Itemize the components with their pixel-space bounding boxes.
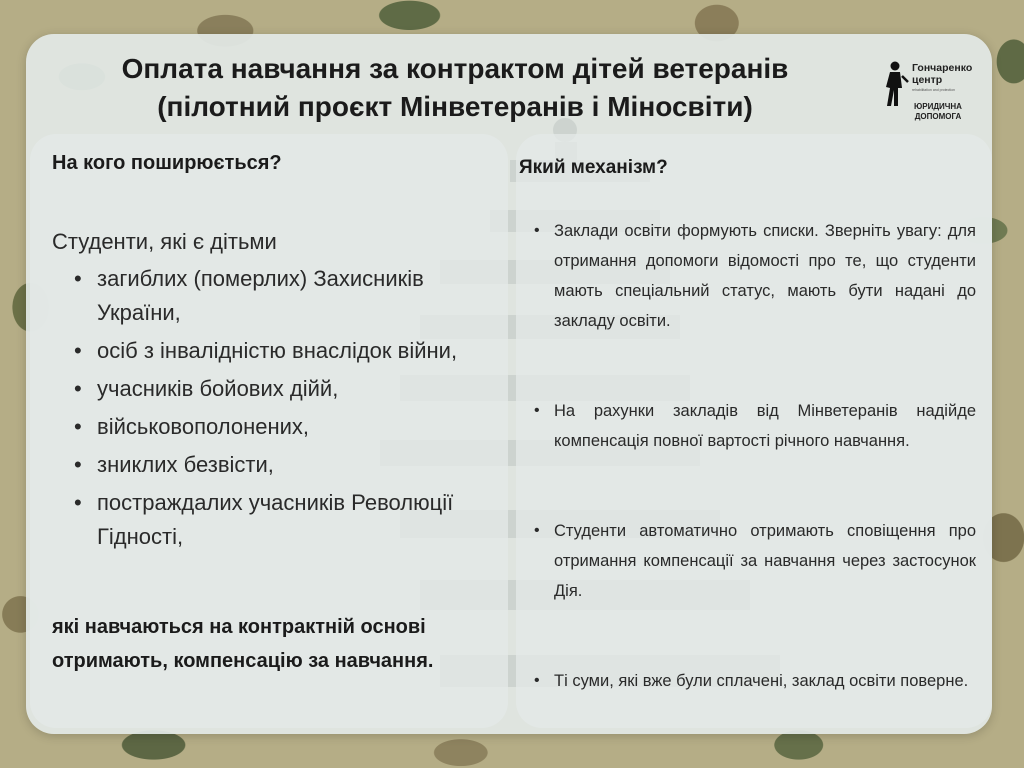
list-item: • осіб з інвалідністю внаслідок війни, [52,334,502,368]
list-item: • учасників бойових дійй, [52,372,502,406]
logo-name-line-2: центр [912,74,943,86]
list-item: • військовополонених, [52,410,502,444]
list-item: • зниклих безвісти, [52,448,502,482]
list-item: • На рахунки закладів від Мінветеранів надійде компенсація повної вартості річного навчання. [530,396,976,456]
eligible-list [52,262,502,558]
left-heading: На кого поширюється? [52,152,282,174]
logo-sub-line-1: ЮРИДИЧНА [914,102,962,111]
left-outro: які навчаються на контрактній основі отримають, компенсацію за навчання. [52,616,434,672]
list-item: • загиблих (померлих) Захисників України, [52,262,502,330]
logo-name-line-1: Гончаренко [912,62,973,74]
left-intro: Студенти, які є дітьми [52,229,277,254]
right-heading: Який механізм? [519,157,668,178]
logo-subtitle [914,102,962,122]
logo-tagline: rehabilitation and protection [912,88,956,92]
title-line-1: Оплата навчання за контрактом дітей ветеранів [121,53,789,84]
list-item: • постраждалих учасників Революції Гідності, [52,486,502,554]
page-title [70,50,840,126]
logo-name [912,62,972,86]
goncharenko-center-logo [880,58,990,128]
list-item: • Ті суми, які вже були сплачені, заклад освіти поверне. [530,666,976,696]
person-figure-icon [880,60,910,108]
mechanism-list [530,216,976,756]
logo-sub-line-2: ДОПОМОГА [914,112,962,121]
list-item: • Заклади освіти формують списки. Зверніть увагу: для отримання допомоги відомості про те, що студенти мають спеціальний статус, мають бути надані до закладу освіти. [530,216,976,336]
title-line-2: (пілотний проєкт Мінветеранів і Міносвіти) [157,91,753,122]
list-item: • Студенти автоматично отримають сповіщення про отримання компенсації за навчання через застосунок Дія. [530,516,976,606]
